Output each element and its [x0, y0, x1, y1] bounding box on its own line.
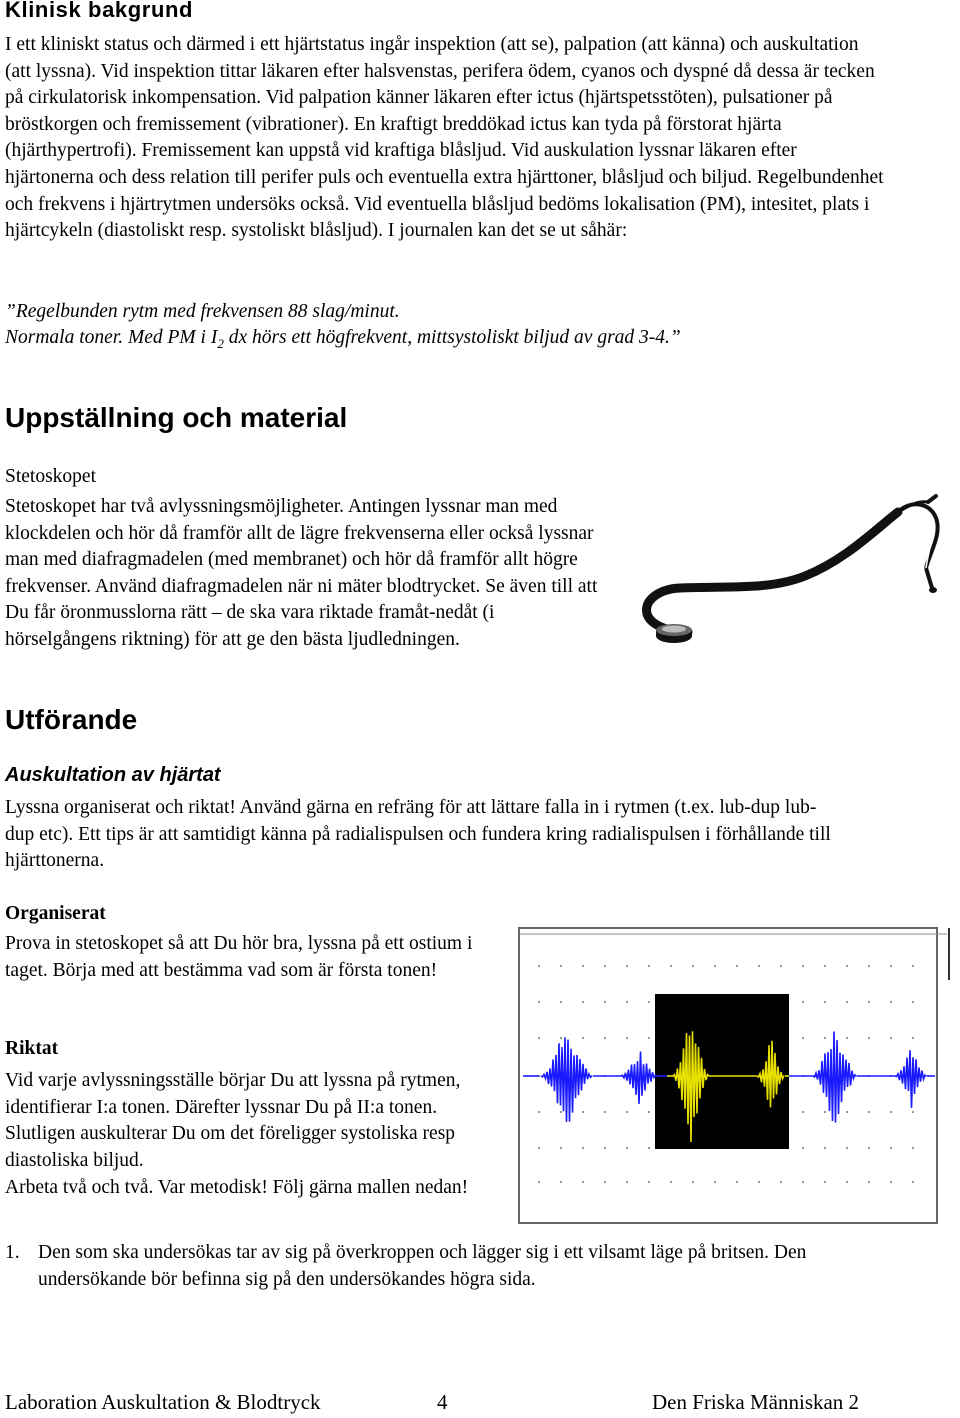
grid-dot: [890, 1147, 892, 1149]
grid-dot: [846, 1181, 848, 1183]
grid-dot: [560, 965, 562, 967]
grid-dot: [648, 1111, 650, 1113]
grid-dot: [604, 1111, 606, 1113]
grid-dot: [868, 965, 870, 967]
grid-dot: [626, 1181, 628, 1183]
grid-dot: [582, 1111, 584, 1113]
journal-line-2-sub: 2: [217, 335, 224, 351]
paragraph-klinisk-bakgrund: I ett kliniskt status och därmed i ett hjärtstatus ingår inspektion (att se), palpation (att känna) och auskultation (att lyssna). Vid inspektion tittar läkaren efter halsvenstas, perifera ödem, cyanos och dyspné då dessa är tecken på cirkulatorisk inkompensation. Vid palpation känner läkaren efter ictus (hjärtspetsstöten), pulsationer på bröstkorgen och fremissement (vibrationer). En kraftigt breddökad ictus kan tyda på förstorat hjärta (hjärthypertrofi). Fremissement kan uppstå vid kraftiga blåsljud. Vid auskulation lyssnar läkaren efter hjärtonerna och dess relation till perifer puls och eventuella extra hjärttoner, blåsljud och biljud. Regelbundenhet och frekvens i hjärtrytmen undersöks också. Vid eventuella blåsljud bedöms lokalisation (PM), intesitet, plats i hjärtcykeln (diastoliskt resp. systoliskt blåsljud). I journalen kan det se ut såhär:: [5, 34, 884, 242]
grid-dot: [582, 1147, 584, 1149]
grid-dot: [912, 1037, 914, 1039]
grid-dot: [604, 1181, 606, 1183]
grid-dot: [538, 1147, 540, 1149]
grid-dot: [802, 1001, 804, 1003]
paragraph-stetoskopet: Stetoskopet har två avlyssningsmöjligheter. Antingen lyssnar man med klockdelen och hör då framför allt de lägre frekvenserna eller också lyssnar man med diafragmadelen (med membranet) och hör då framför allt högre frekvenser. Använd diafragmadelen när ni mäter blodtrycket. Se även till att Du får öronmusslorna rätt – de ska vara riktade framåt-nedåt (i hörselgångens riktning) för att ge den bästa ljudledningen.: [5, 496, 598, 650]
grid-dot: [670, 1181, 672, 1183]
phonocardiogram-figure: [517, 920, 960, 1225]
grid-dot: [846, 1111, 848, 1113]
grid-dot: [868, 1147, 870, 1149]
grid-dot: [846, 965, 848, 967]
stethoscope-binaurals: [898, 496, 938, 593]
grid-dot: [846, 1037, 848, 1039]
grid-dot: [648, 1181, 650, 1183]
grid-dot: [890, 1181, 892, 1183]
heading-klinisk-bakgrund: Klinisk bakgrund: [5, 0, 194, 22]
subheading-organiserat: Organiserat: [5, 903, 106, 924]
grid-dot: [824, 1147, 826, 1149]
grid-dot: [758, 965, 760, 967]
grid-dot: [824, 1001, 826, 1003]
grid-dot: [868, 1111, 870, 1113]
grid-dot: [648, 1001, 650, 1003]
grid-dot: [736, 1181, 738, 1183]
grid-dot: [912, 1111, 914, 1113]
grid-dot: [802, 965, 804, 967]
journal-line-2-a: Normala toner. Med PM i I: [5, 327, 218, 348]
grid-dot: [692, 1181, 694, 1183]
grid-dot: [538, 1037, 540, 1039]
stethoscope-tube: [647, 512, 899, 632]
grid-dot: [912, 1147, 914, 1149]
grid-dot: [736, 965, 738, 967]
grid-dot: [604, 1037, 606, 1039]
grid-dot: [802, 1147, 804, 1149]
grid-dot: [582, 1001, 584, 1003]
list-item-1-text: Den som ska undersökas tar av sig på överkroppen och lägger sig i ett vilsamt läge på britsen. Den undersökande bör befinna sig på den undersökandes högra sida.: [38, 1242, 807, 1290]
grid-dot: [560, 1001, 562, 1003]
grid-dot: [714, 965, 716, 967]
grid-dot: [824, 1037, 826, 1039]
journal-line-1: ”Regelbunden rytm med frekvensen 88 slag/minut.: [5, 301, 400, 322]
grid-dot: [868, 1181, 870, 1183]
footer-left: Laboration Auskultation & Blodtryck: [5, 1390, 321, 1414]
grid-dot: [890, 1111, 892, 1113]
paragraph-riktat-1: Vid varje avlyssningsställe börjar Du att lyssna på rytmen, identifierar I:a tonen. Därefter lyssnar Du på II:a tonen. Slutligen auskulterar Du om det föreligger systoliska resp diastoliska biljud.: [5, 1070, 461, 1171]
grid-dot: [626, 1111, 628, 1113]
grid-dot: [604, 1001, 606, 1003]
grid-dot: [868, 1037, 870, 1039]
grid-dot: [626, 1147, 628, 1149]
grid-dot: [560, 1111, 562, 1113]
grid-dot: [538, 965, 540, 967]
grid-dot: [538, 1181, 540, 1183]
grid-dot: [912, 1181, 914, 1183]
stethoscope-chestpiece: [656, 624, 692, 643]
grid-dot: [670, 965, 672, 967]
paragraph-organiserat: Prova in stetoskopet så att Du hör bra, lyssna på ett ostium i taget. Börja med att bestämma vad som är första tonen!: [5, 933, 473, 981]
subheading-riktat: Riktat: [5, 1038, 59, 1059]
paragraph-riktat-2: Arbeta två och två. Var metodisk! Följ gärna mallen nedan!: [5, 1177, 469, 1198]
subheading-auskultation: Auskultation av hjärtat: [5, 764, 221, 786]
grid-dot: [912, 965, 914, 967]
subheading-stetoskopet: Stetoskopet: [5, 466, 96, 487]
heading-uppstallning: Uppställning och material: [5, 402, 348, 433]
grid-dot: [604, 1147, 606, 1149]
grid-dot: [582, 1037, 584, 1039]
grid-dot: [648, 1147, 650, 1149]
grid-dot: [868, 1001, 870, 1003]
footer-page-number: 4: [437, 1390, 448, 1414]
stethoscope-illustration: [630, 490, 960, 670]
grid-dot: [560, 1147, 562, 1149]
grid-dot: [626, 1001, 628, 1003]
paragraph-auskultation: Lyssna organiserat och riktat! Använd gärna en refräng för att lättare falla in i rytmen (t.ex. lub-dup lub-dup etc). Ett tips är att samtidigt känna på radialispulsen och fundera kring radialispulsen i förhållande till hjärttonerna.: [5, 797, 831, 872]
grid-dot: [780, 1181, 782, 1183]
grid-dot: [824, 1181, 826, 1183]
list-item-1-number: 1.: [5, 1242, 20, 1263]
grid-dot: [560, 1037, 562, 1039]
grid-dot: [692, 965, 694, 967]
grid-dot: [802, 1037, 804, 1039]
grid-dot: [560, 1181, 562, 1183]
grid-dot: [780, 965, 782, 967]
grid-dot: [604, 965, 606, 967]
footer-right: Den Friska Människan 2: [652, 1390, 860, 1414]
grid-dot: [890, 1001, 892, 1003]
grid-dot: [626, 965, 628, 967]
grid-dot: [626, 1037, 628, 1039]
grid-dot: [846, 1147, 848, 1149]
grid-dot: [582, 1181, 584, 1183]
heading-utforande: Utförande: [5, 704, 138, 735]
grid-dot: [824, 965, 826, 967]
grid-dot: [890, 1037, 892, 1039]
grid-dot: [802, 1181, 804, 1183]
grid-dot: [758, 1181, 760, 1183]
grid-dot: [582, 965, 584, 967]
grid-dot: [648, 965, 650, 967]
grid-dot: [648, 1037, 650, 1039]
grid-dot: [714, 1181, 716, 1183]
grid-dot: [912, 1001, 914, 1003]
journal-line-2-b: dx hörs ett högfrekvent, mittsystoliskt biljud av grad 3-4.”: [223, 327, 681, 348]
grid-dot: [824, 1111, 826, 1113]
grid-dot: [802, 1111, 804, 1113]
grid-dot: [538, 1111, 540, 1113]
journal-line-2: [5, 325, 885, 357]
grid-dot: [846, 1001, 848, 1003]
grid-dot: [890, 965, 892, 967]
grid-dot: [538, 1001, 540, 1003]
